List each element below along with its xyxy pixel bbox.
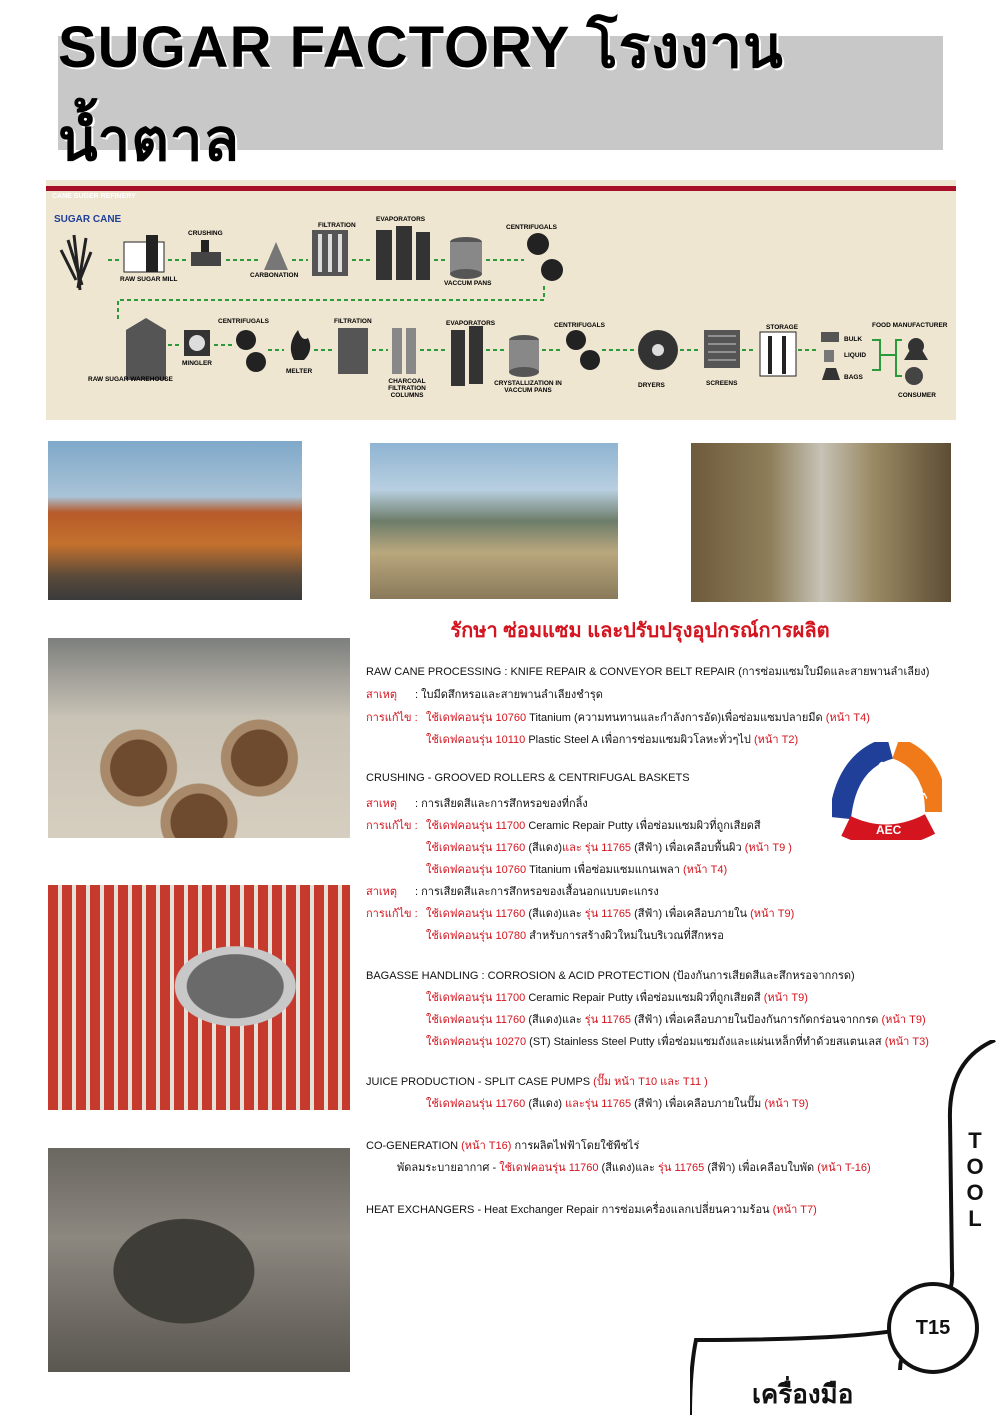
page-number: T15 xyxy=(887,1282,979,1374)
sugar-cane-icon xyxy=(61,235,91,290)
fix-line: ใช้เดฟคอนรุ่น 10760 Titanium (ความทนทานและกำลังการอัด)เพื่อซ่อมแซมปลายมีด (หน้า T4) xyxy=(426,712,870,724)
charcoal-columns-icon xyxy=(392,328,416,374)
fix-line: ใช้เดฟคอนรุ่น 11700 Ceramic Repair Putty เพื่อซ่อมแซมผิวที่ถูกเสียดสี (หน้า T9) xyxy=(426,992,808,1004)
cause-label: สาเหตุ xyxy=(366,886,398,898)
side-tab-label: T O O L xyxy=(966,1128,984,1231)
photo-grooved-roller xyxy=(48,885,350,1110)
fix-label: การแก้ไข : xyxy=(366,712,418,724)
mingler-icon xyxy=(184,330,210,356)
flow-label: LIQUID xyxy=(844,352,867,359)
footer-label: เครื่องมือ xyxy=(752,1379,854,1409)
storage-icon xyxy=(760,332,796,376)
fix-line: ใช้เดฟคอนรุ่น 11700 Ceramic Repair Putty เพื่อซ่อมแซมผิวที่ถูกเสียดสี xyxy=(426,820,761,832)
screens-icon xyxy=(704,330,740,368)
flow-label: CENTRIFUGALS xyxy=(218,318,269,325)
flow-start-label: SUGAR CANE xyxy=(54,214,122,225)
flow-label: RAW SUGAR WAREHOUSE xyxy=(88,376,173,383)
flow-label: FILTRATION xyxy=(318,222,356,229)
flow-label: MINGLER xyxy=(182,360,212,367)
flow-label: CRYSTALLIZATION IN VACCUM PANS xyxy=(494,380,562,394)
photo-cane-yard xyxy=(370,443,618,599)
cause-text: : ใบมีดสึกหรอและสายพานลำเลียงชำรุด xyxy=(415,689,603,701)
photo-split-case-pump xyxy=(48,1148,350,1372)
centrifugals-icon-2 xyxy=(236,330,266,372)
flow-label: SCREENS xyxy=(706,380,738,387)
photo-cane-unloading xyxy=(48,441,302,600)
cause-label: สาเหตุ xyxy=(366,798,398,810)
flow-label: VACCUM PANS xyxy=(444,280,492,287)
flow-label: BAGS xyxy=(844,374,863,381)
flow-label: CHARCOAL FILTRATION COLUMNS xyxy=(388,378,426,399)
process-flow-diagram xyxy=(46,180,956,420)
flow-label: CENTRIFUGALS xyxy=(554,322,605,329)
fix-line: ใช้เดฟคอนรุ่น 11760 (สีแดง)และ รุ่น 11765 (สีฟ้า) เพื่อเคลือบภายใน (หน้า T9) xyxy=(426,908,795,920)
pacific-fire-aec-logo xyxy=(832,742,942,840)
flow-label: EVAPORATORS xyxy=(376,216,426,223)
carbonation-icon xyxy=(264,242,288,270)
cogen-title: CO-GENERATION (หน้า T16) การผลิตไฟฟ้าโดยใช้พืชไร่ xyxy=(366,1140,640,1152)
fix-line: ใช้เดฟคอนรุ่น 10110 Plastic Steel A เพื่อการซ่อมแซมผิวโลหะทั่วๆไป (หน้า T2) xyxy=(426,734,799,746)
logo-word: PACIFIC xyxy=(852,758,891,806)
bagasse-title: BAGASSE HANDLING : CORROSION & ACID PROTECTION (ป้องกันการเสียดสีและสึกหรอจากกรด) xyxy=(366,970,855,982)
cause-text: : การเสียดสีและการสึกหรอของเสื้อนอกแบบตะแกรง xyxy=(415,886,659,898)
cause-label: สาเหตุ xyxy=(366,689,398,701)
filtration-icon xyxy=(312,230,348,276)
flow-heading: CANE SUGER REFINERY xyxy=(52,193,136,200)
bag-icons xyxy=(821,332,840,380)
crusher-icon xyxy=(191,240,221,266)
filtration-icon-2 xyxy=(338,328,368,374)
cause-text: : การเสียดสีและการสึกหรอของที่กลิ้ง xyxy=(415,798,588,810)
consumer-icons xyxy=(904,338,928,385)
flow-label: CARBONATION xyxy=(250,272,299,279)
flow-label: MELTER xyxy=(286,368,313,375)
centrifugals-icon-1 xyxy=(527,233,563,281)
warehouse-icon xyxy=(126,318,166,380)
flow-label: BULK xyxy=(844,336,863,343)
crystallization-icon xyxy=(509,335,539,377)
juice-title: JUICE PRODUCTION - SPLIT CASE PUMPS (ปั๊ม หน้า T10 และ T11 ) xyxy=(366,1076,708,1088)
melter-icon xyxy=(291,330,310,360)
fix-line: ใช้เดฟคอนรุ่น 10780 สำหรับการสร้างผิวใหม่ในบริเวณที่สึกหรอ xyxy=(426,930,724,942)
flow-label: CENTRIFUGALS xyxy=(506,224,557,231)
raw-cane-title: RAW CANE PROCESSING : KNIFE REPAIR & CONVEYOR BELT REPAIR (การซ่อมแซมใบมีดและสายพานลำเลียง) xyxy=(366,666,930,678)
crushing-title: CRUSHING - GROOVED ROLLERS & CENTRIFUGAL BASKETS xyxy=(366,772,690,784)
logo-word: FIRE xyxy=(905,773,931,805)
dryers-icon xyxy=(638,330,678,370)
fix-label: การแก้ไข : xyxy=(366,820,418,832)
fix-line: ใช้เดฟคอนรุ่น 11760 (สีแดง)และ รุ่น 11765 (สีฟ้า) เพื่อเคลือบภายในป้องกันการกัดกร่อนจากกรด (หน้า T9) xyxy=(426,1014,926,1026)
fix-line: ใช้เดฟคอนรุ่น 11760 (สีแดง) และรุ่น 11765 (สีฟ้า) เพื่อเคลือบภายในปั๊ม (หน้า T9) xyxy=(426,1098,809,1110)
flow-label: RAW SUGAR MILL xyxy=(120,276,178,283)
photo-centrifugal-baskets xyxy=(48,638,350,838)
page-title: SUGAR FACTORY โรงงานน้ำตาล xyxy=(58,15,784,173)
flow-label: FILTRATION xyxy=(334,318,372,325)
logo-word: AEC xyxy=(876,823,902,837)
flow-label: EVAPORATORS xyxy=(446,320,496,327)
vaccum-pans-icon xyxy=(450,237,482,279)
raw-sugar-mill-icon xyxy=(124,235,164,272)
fix-line: ใช้เดฟคอนรุ่น 11760 (สีแดง)และ รุ่น 11765 (สีฟ้า) เพื่อเคลือบพื้นผิว (หน้า T9 ) xyxy=(426,842,792,854)
section-subheading: รักษา ซ่อมแซม และปรับปรุงอุปกรณ์การผลิต xyxy=(450,620,830,642)
heat-title: HEAT EXCHANGERS - Heat Exchanger Repair การซ่อมเครื่องแลกเปลี่ยนความร้อน (หน้า T7) xyxy=(366,1204,817,1216)
centrifugals-icon-3 xyxy=(566,330,600,370)
fix-label: การแก้ไข : xyxy=(366,908,418,920)
flow-label: CRUSHING xyxy=(188,230,223,237)
evaporators-icon-2 xyxy=(451,326,483,386)
evaporators-icon xyxy=(376,226,430,280)
photo-cane-conveyor xyxy=(691,443,951,602)
fix-line: ใช้เดฟคอนรุ่น 10270 (ST) Stainless Steel Putty เพื่อซ่อมแซมถังและแผ่นเหล็กที่ทำด้วยสแตนเลส (หน้า T3) xyxy=(426,1036,929,1048)
fix-line: พัดลมระบายอากาศ - ใช้เดฟคอนรุ่น 11760 (สีแดง)และ รุ่น 11765 (สีฟ้า) เพื่อเคลือบใบพัด (หน้า T-16) xyxy=(397,1162,871,1174)
flow-label: DRYERS xyxy=(638,382,665,389)
fix-line: ใช้เดฟคอนรุ่น 10760 Titanium เพื่อซ่อมแซมแกนเพลา (หน้า T4) xyxy=(426,864,728,876)
flow-label: STORAGE xyxy=(766,324,799,331)
flow-label: CONSUMER xyxy=(898,392,936,399)
flow-label: FOOD MANUFACTURER xyxy=(872,322,948,329)
